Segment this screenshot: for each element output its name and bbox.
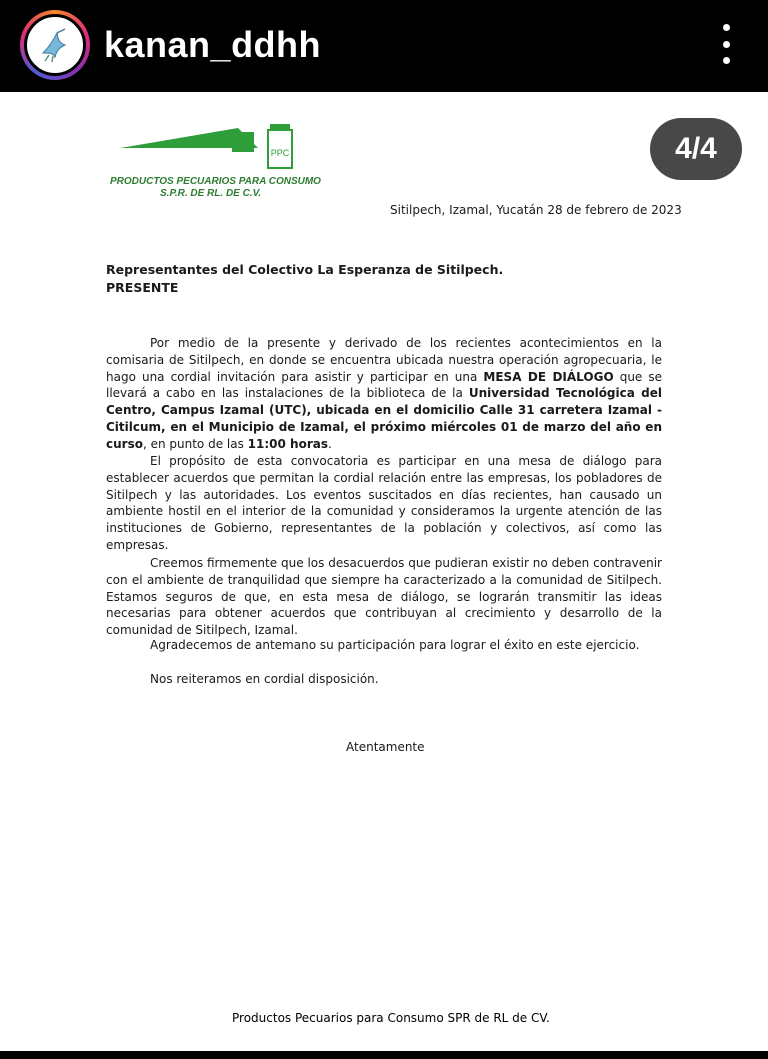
paragraph-3: Creemos firmemente que los desacuerdos que pudieran existir no deben contravenir con el ambiente de tranquilidad que siempre ha caracterizado a la comunidad de Sitilpech. Estamos seguros de que, en esta mesa de diálogo, se lograrán transmitir las ideas necesarias para obtener acuerdos que contribuyan al crecimiento y desarrollo de la comunidad de Sitilpech, Izamal. [106, 556, 662, 638]
logo-badge: PPC [270, 148, 290, 158]
profile-avatar[interactable] [20, 10, 90, 80]
bottom-bar [0, 1051, 768, 1059]
more-vertical-icon[interactable] [708, 24, 744, 64]
letter-date: Sitilpech, Izamal, Yucatán 28 de febrero de 2023 [390, 203, 682, 217]
recipient-line: Representantes del Colectivo La Esperanza de Sitilpech. [106, 262, 504, 277]
paragraph-4: Agradecemos de antemano su participación para lograr el éxito en este ejercicio. [150, 638, 640, 652]
post-image [0, 92, 768, 1051]
letter-footer: Productos Pecuarios para Consumo SPR de RL de CV. [232, 1011, 550, 1025]
closing: Atentamente [346, 740, 425, 754]
hummingbird-icon [24, 14, 86, 76]
paragraph-2: El propósito de esta convocatoria es participar en una mesa de diálogo para establecer acuerdos que permitan la cordial relación entre las empresas, los pobladores de Sitilpech y las autoridades. Los eventos suscitados en días recientes, han causado un ambiente hostil en el interior de la comunidad y consideramos la urgente atención de las instituciones de Gobierno, representantes de la población y colectivos, así como las empresas. [106, 454, 662, 552]
logo-text-2: S.P.R. DE RL. DE C.V. [160, 188, 262, 199]
recipient [106, 261, 503, 297]
paragraph-5: Nos reiteramos en cordial disposición. [150, 672, 379, 686]
username[interactable]: kanan_ddhh [104, 24, 322, 65]
paragraph-1: Por medio de la presente y derivado de los recientes acontecimientos en la comisaria de Sitilpech, en donde se encuentra ubicada nuestra operación agropecuaria, le hago una cordial invitación para asistir y participar en una MESA DE DIÁLOGO que se llevará a cabo en las instalaciones de la biblioteca de la Universidad Tecnológica del Centro, Campus Izamal (UTC), ubicada en el domicilio Calle 31 carretera Izamal - Citilcum, en el Municipio de Izamal, el próximo miércoles 01 de marzo del año en curso, en punto de las 11:00 horas. [106, 336, 662, 451]
logo-text-1: PRODUCTOS PECUARIOS PARA CONSUMO [110, 176, 321, 187]
carousel-counter: 4/4 [650, 118, 742, 180]
recipient-presente: PRESENTE [106, 280, 179, 295]
post-header [0, 0, 768, 92]
